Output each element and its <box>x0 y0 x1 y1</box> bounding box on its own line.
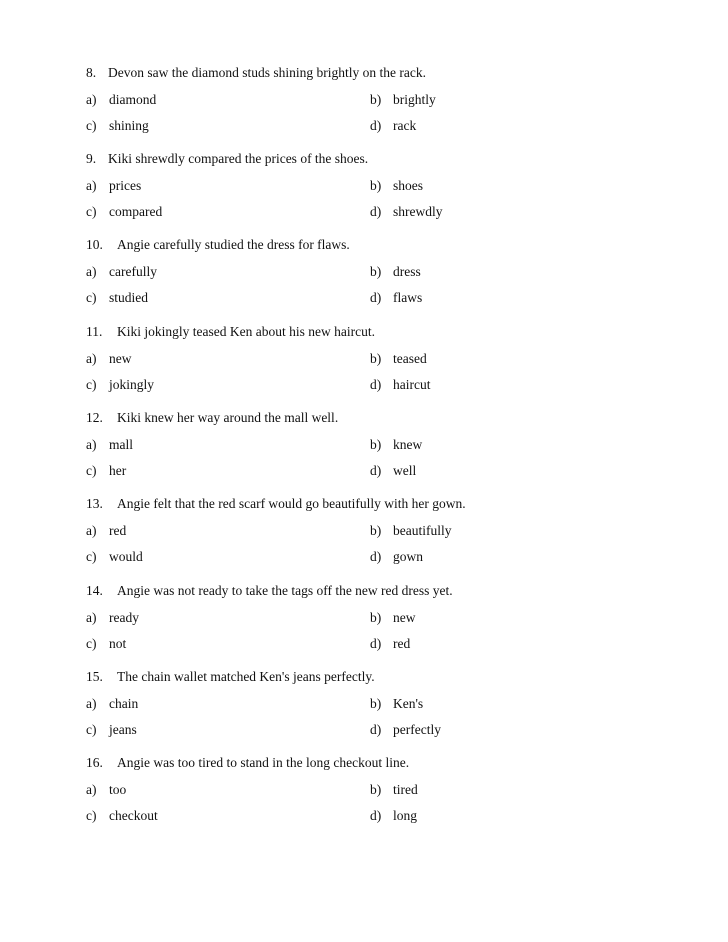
question-sentence: Angie was not ready to take the tags off the new red dress yet. <box>117 583 453 598</box>
option-d[interactable]: d) rack <box>370 118 417 133</box>
options-row <box>86 803 686 829</box>
option-d[interactable]: d) flaws <box>370 290 423 305</box>
options-row <box>86 173 686 199</box>
options-row <box>86 518 686 544</box>
option-b[interactable]: b) knew <box>370 437 423 452</box>
option-a[interactable]: a) mall <box>86 437 133 452</box>
option-b[interactable]: b) tired <box>370 782 418 797</box>
option-a[interactable]: a) diamond <box>86 92 157 107</box>
question-8 <box>86 63 686 139</box>
option-a[interactable]: a) red <box>86 523 127 538</box>
question-text <box>86 408 686 428</box>
question-sentence: Kiki jokingly teased Ken about his new haircut. <box>117 324 375 339</box>
options-row <box>86 285 686 311</box>
options-row <box>86 346 686 372</box>
option-c[interactable]: c) would <box>86 549 143 564</box>
option-b[interactable]: b) beautifully <box>370 523 452 538</box>
options-row <box>86 605 686 631</box>
question-11 <box>86 322 686 398</box>
options-row <box>86 777 686 803</box>
option-c[interactable]: c) shining <box>86 118 149 133</box>
option-c[interactable]: c) studied <box>86 290 148 305</box>
question-15 <box>86 667 686 743</box>
options-row <box>86 87 686 113</box>
question-text <box>86 149 686 169</box>
options-row <box>86 631 686 657</box>
question-13 <box>86 494 686 570</box>
option-d[interactable]: d) gown <box>370 549 423 564</box>
option-d[interactable]: d) perfectly <box>370 722 441 737</box>
option-a[interactable]: a) new <box>86 351 132 366</box>
question-sentence: Kiki shrewdly compared the prices of the shoes. <box>108 151 369 166</box>
option-c[interactable]: c) compared <box>86 204 163 219</box>
option-b[interactable]: b) new <box>370 610 416 625</box>
options-row <box>86 544 686 570</box>
option-a[interactable]: a) too <box>86 782 127 797</box>
option-d[interactable]: d) red <box>370 636 411 651</box>
options-row <box>86 691 686 717</box>
options-row <box>86 199 686 225</box>
question-text <box>86 494 686 514</box>
question-12 <box>86 408 686 484</box>
option-b[interactable]: b) brightly <box>370 92 436 107</box>
option-b[interactable]: b) shoes <box>370 178 423 193</box>
question-sentence: Kiki knew her way around the mall well. <box>117 410 339 425</box>
option-c[interactable]: c) not <box>86 636 127 651</box>
question-number: 15. <box>86 669 103 684</box>
question-number: 10. <box>86 237 103 252</box>
question-sentence: The chain wallet matched Ken's jeans perfectly. <box>117 669 375 684</box>
question-number: 14. <box>86 583 103 598</box>
option-a[interactable]: a) ready <box>86 610 139 625</box>
option-c[interactable]: c) checkout <box>86 808 158 823</box>
option-b[interactable]: b) Ken's <box>370 696 424 711</box>
question-sentence: Angie felt that the red scarf would go beautifully with her gown. <box>117 496 466 511</box>
options-row <box>86 113 686 139</box>
options-row <box>86 717 686 743</box>
option-d[interactable]: d) shrewdly <box>370 204 443 219</box>
option-c[interactable]: c) jokingly <box>86 377 155 392</box>
options-row <box>86 432 686 458</box>
option-d[interactable]: d) haircut <box>370 377 431 392</box>
option-d[interactable]: d) well <box>370 463 417 478</box>
options-row <box>86 372 686 398</box>
question-sentence: Angie carefully studied the dress for flaws. <box>117 237 350 252</box>
option-a[interactable]: a) carefully <box>86 264 157 279</box>
question-10 <box>86 235 686 311</box>
question-text <box>86 753 686 773</box>
question-text <box>86 63 686 83</box>
option-a[interactable]: a) chain <box>86 696 139 711</box>
question-number: 16. <box>86 755 103 770</box>
question-text <box>86 322 686 342</box>
option-b[interactable]: b) teased <box>370 351 427 366</box>
question-sentence: Angie was too tired to stand in the long checkout line. <box>117 755 410 770</box>
question-number: 12. <box>86 410 103 425</box>
question-14 <box>86 581 686 657</box>
question-number: 9. <box>86 151 97 166</box>
question-number: 11. <box>86 324 103 339</box>
question-text <box>86 667 686 687</box>
question-9 <box>86 149 686 225</box>
question-16 <box>86 753 686 829</box>
option-d[interactable]: d) long <box>370 808 418 823</box>
options-row <box>86 458 686 484</box>
option-b[interactable]: b) dress <box>370 264 421 279</box>
question-number: 8. <box>86 65 97 80</box>
question-sentence: Devon saw the diamond studs shining brightly on the rack. <box>108 65 426 80</box>
question-text <box>86 581 686 601</box>
question-number: 13. <box>86 496 103 511</box>
option-c[interactable]: c) jeans <box>86 722 137 737</box>
option-c[interactable]: c) her <box>86 463 127 478</box>
question-text <box>86 235 686 255</box>
option-a[interactable]: a) prices <box>86 178 142 193</box>
options-row <box>86 259 686 285</box>
